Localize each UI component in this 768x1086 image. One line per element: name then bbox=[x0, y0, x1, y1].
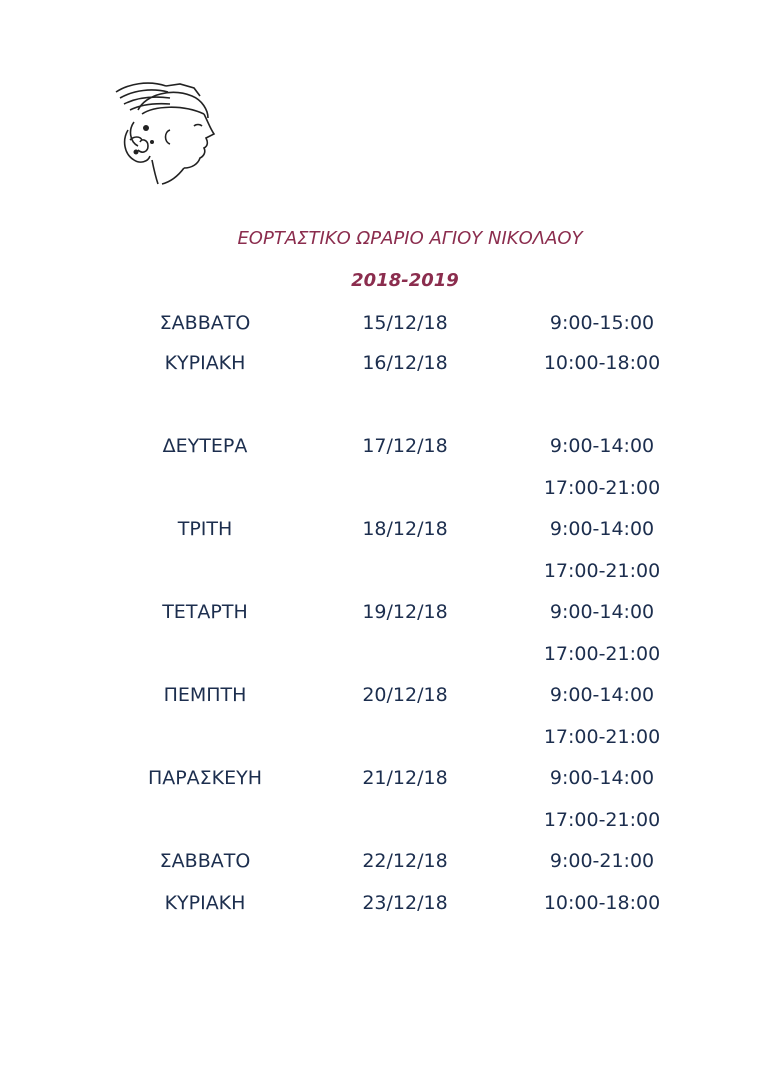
time-cell: 9:00-15:00 bbox=[549, 312, 655, 334]
date-cell: 20/12/18 bbox=[362, 684, 448, 706]
schedule-row bbox=[0, 726, 768, 756]
day-cell: ΤΡΙΤΗ bbox=[177, 518, 233, 540]
date-cell: 21/12/18 bbox=[362, 767, 448, 789]
schedule-row bbox=[0, 560, 768, 590]
day-cell: ΤΕΤΑΡΤΗ bbox=[162, 601, 248, 623]
hermes-head-logo bbox=[108, 70, 224, 186]
schedule-years: 2018-2019 bbox=[351, 270, 459, 291]
schedule-row bbox=[0, 643, 768, 673]
schedule-row bbox=[0, 312, 768, 342]
date-cell: 16/12/18 bbox=[362, 352, 448, 374]
time-cell: 9:00-21:00 bbox=[549, 850, 655, 872]
schedule-row bbox=[0, 601, 768, 631]
time-cell: 17:00-21:00 bbox=[543, 560, 661, 582]
day-cell: ΣΑΒΒΑΤΟ bbox=[159, 850, 251, 872]
schedule-row bbox=[0, 892, 768, 922]
schedule-row bbox=[0, 477, 768, 507]
time-cell: 17:00-21:00 bbox=[543, 726, 661, 748]
schedule-row bbox=[0, 809, 768, 839]
date-cell: 18/12/18 bbox=[362, 518, 448, 540]
schedule-row bbox=[0, 352, 768, 382]
time-cell: 17:00-21:00 bbox=[543, 809, 661, 831]
schedule-row bbox=[0, 435, 768, 465]
time-cell: 9:00-14:00 bbox=[549, 518, 655, 540]
day-cell: ΠΑΡΑΣΚΕΥΗ bbox=[147, 767, 263, 789]
time-cell: 10:00-18:00 bbox=[543, 352, 661, 374]
day-cell: ΚΥΡΙΑΚΗ bbox=[164, 892, 246, 914]
date-cell: 15/12/18 bbox=[362, 312, 448, 334]
schedule-row bbox=[0, 767, 768, 797]
date-cell: 19/12/18 bbox=[362, 601, 448, 623]
schedule-row bbox=[0, 850, 768, 880]
time-cell: 17:00-21:00 bbox=[543, 643, 661, 665]
schedule-row bbox=[0, 518, 768, 548]
date-cell: 22/12/18 bbox=[362, 850, 448, 872]
date-cell: 17/12/18 bbox=[362, 435, 448, 457]
schedule-row bbox=[0, 684, 768, 714]
schedule-title: ΕΟΡΤΑΣΤΙΚΟ ΩΡΑΡΙΟ ΑΓΙΟΥ ΝΙΚΟΛΑΟΥ bbox=[237, 228, 583, 249]
date-cell: 23/12/18 bbox=[362, 892, 448, 914]
day-cell: ΠΕΜΠΤΗ bbox=[163, 684, 247, 706]
time-cell: 10:00-18:00 bbox=[543, 892, 661, 914]
time-cell: 9:00-14:00 bbox=[549, 601, 655, 623]
day-cell: ΣΑΒΒΑΤΟ bbox=[159, 312, 251, 334]
time-cell: 9:00-14:00 bbox=[549, 767, 655, 789]
day-cell: ΔΕΥΤΕΡΑ bbox=[162, 435, 248, 457]
time-cell: 9:00-14:00 bbox=[549, 684, 655, 706]
time-cell: 17:00-21:00 bbox=[543, 477, 661, 499]
day-cell: ΚΥΡΙΑΚΗ bbox=[164, 352, 246, 374]
time-cell: 9:00-14:00 bbox=[549, 435, 655, 457]
